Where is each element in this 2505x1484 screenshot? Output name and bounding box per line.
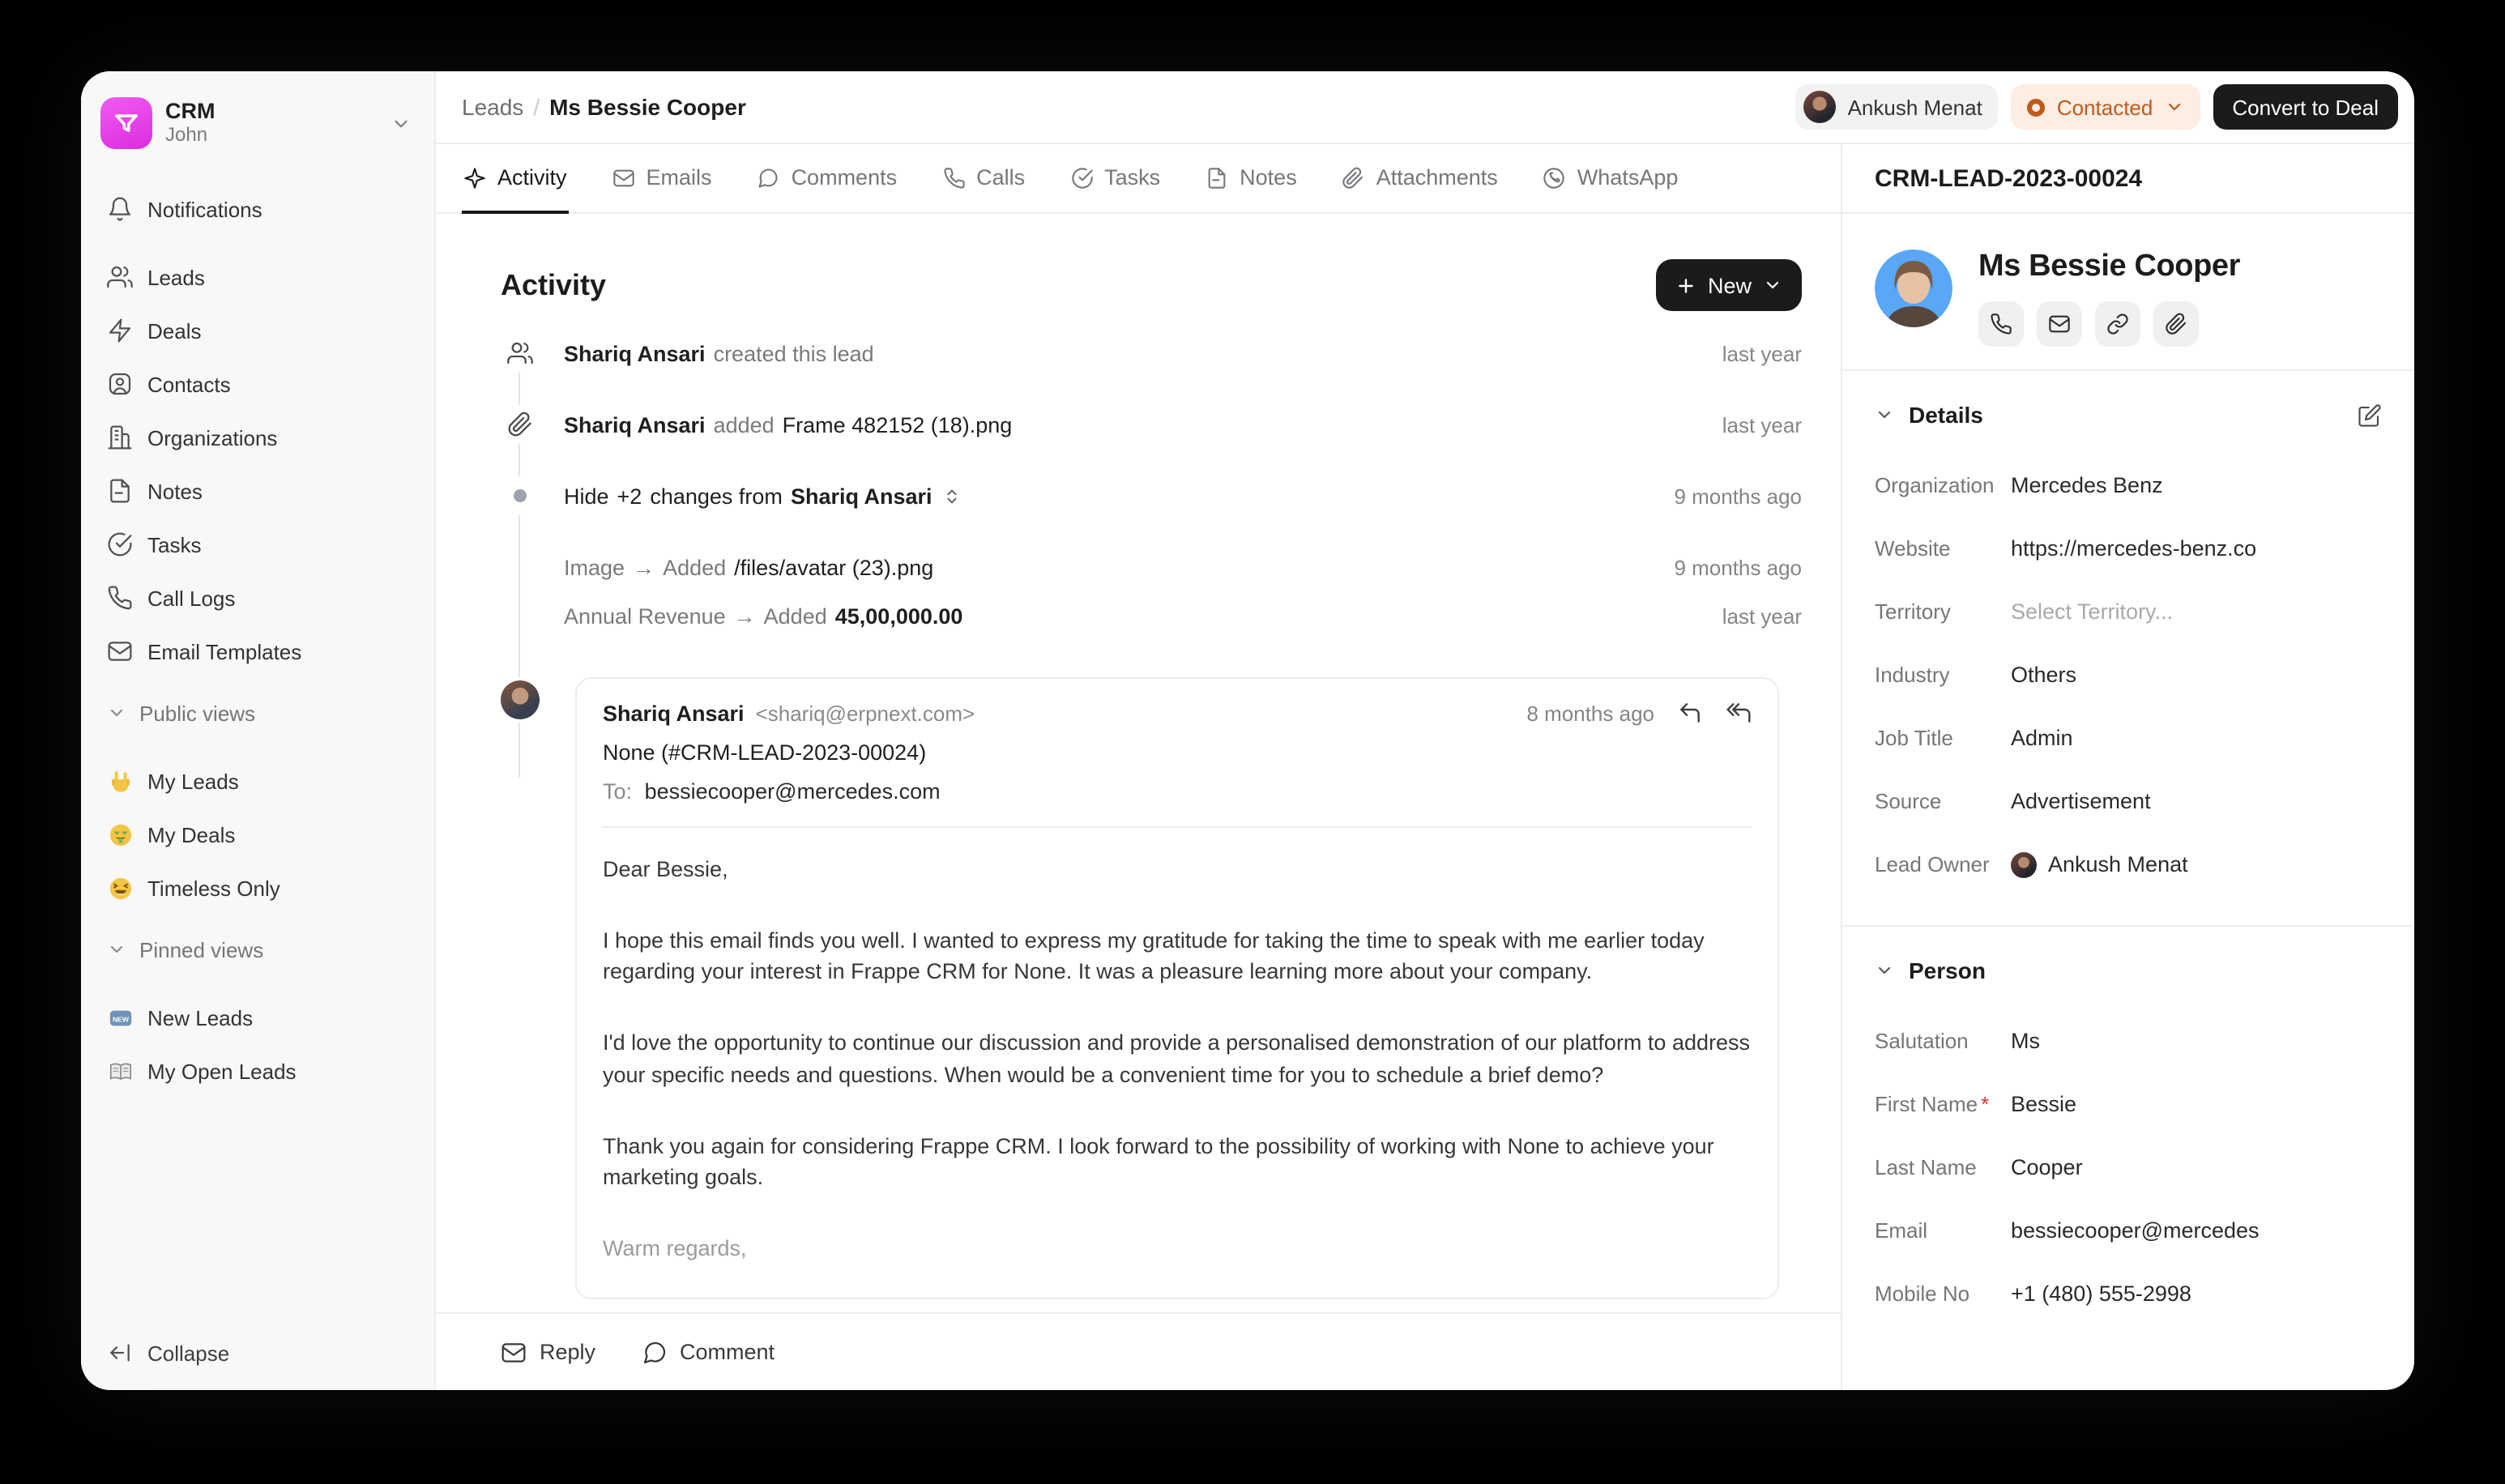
crm-logo-icon [100,97,152,149]
sidebar-item-contacts[interactable] [94,360,421,408]
section-public-views[interactable] [94,692,421,734]
sidebar-item-label: Deals [147,318,202,343]
timeline-change-annual-revenue [501,596,1802,635]
crm-app-window [81,71,2414,1390]
lead-avatar[interactable] [1875,249,1952,327]
field-row-mobile [1875,1262,2382,1325]
sidebar-item-leads[interactable] [94,253,421,301]
comment-label: Comment [680,1340,775,1364]
change-text [564,555,933,579]
reply-all-icon[interactable] [1726,700,1752,726]
field-label: Territory [1875,599,1951,624]
tab-label: Comments [791,165,898,190]
sidebar-spacer [94,1095,421,1328]
email-paragraph: Dear Bessie, [603,857,728,881]
field-row-first-name [1875,1072,2382,1136]
to-address: bessiecooper@mercedes.com [644,779,941,804]
field-value[interactable]: Select Territory... [2011,599,2174,624]
person-section [1842,927,2414,1354]
field-row-source [1875,770,2382,833]
section-pinned-views[interactable] [94,928,421,970]
breadcrumb-leads[interactable]: Leads [462,94,524,120]
person-header[interactable] [1875,951,2382,990]
event-text [564,341,874,365]
change-action: Added [763,603,827,628]
arrow-icon: → [733,603,756,628]
sidebar-item-label: My Deals [147,822,236,846]
field-row-last-name [1875,1136,2382,1199]
top-actions [1796,84,2398,130]
event-actor: Shariq Ansari [564,412,706,437]
required-asterisk: * [1981,1092,1990,1116]
status-label: Contacted [2056,95,2153,119]
sidebar-item-deals[interactable] [94,306,421,355]
note-icon [1206,166,1228,189]
tab-whatsapp[interactable] [1542,144,1680,214]
breadcrumb-separator: / [533,94,540,120]
main-area [436,144,1841,1390]
details-section [1842,371,2414,927]
check-circle-icon [107,531,133,557]
reply-label: Reply [540,1340,596,1364]
sidebar-item-label: Email Templates [147,639,302,663]
svg-text:NEW: NEW [111,1014,129,1023]
email-paragraph: I hope this email finds you well. I wanted to express my gratitude for taking the time to speak with me earlier today regarding your interest in Frappe CRM for None. It was a pleasure learning more about your company. [603,927,1705,984]
event-time: 9 months ago [1674,484,1802,508]
sidebar-item-label: New Leads [147,1005,254,1030]
sidebar-item-my-deals[interactable] [94,810,421,859]
sidebar [81,71,436,1390]
avatar [1804,91,1837,123]
person-fields [1875,1009,2382,1325]
event-actor: Shariq Ansari [564,341,706,365]
tab-label: Calls [976,165,1026,190]
email-paragraph: I'd love the opportunity to continue our discussion and provide a personalised demonstration of our platform to address your specific needs and questions. When would be a convenient time for you to schedule a brief demo? [603,1030,1750,1087]
chevron-down-icon [2164,97,2183,117]
comment-bubble-icon [757,166,780,189]
field-row-lead-owner [1875,833,2382,896]
field-row-territory [1875,580,2382,643]
email-subject: None (#CRM-LEAD-2023-00024) [603,740,927,765]
activity-header [501,259,1802,311]
tab-tasks[interactable] [1069,144,1162,214]
field-row-website [1875,517,2382,580]
mail-icon [107,638,133,664]
field-label: First Name * [1875,1092,1990,1116]
details-fields [1875,454,2382,896]
change-time: last year [1722,603,1802,628]
contact-card-icon [107,371,133,397]
tab-label: Tasks [1104,165,1161,190]
field-row-industry [1875,643,2382,706]
chevron-down-icon [1763,275,1782,295]
field-name: Annual Revenue [564,603,726,628]
sidebar-nav-top [94,185,421,233]
email-paragraph: Warm regards, [603,1235,747,1260]
timeline-change-image [501,548,1802,586]
laughing-face-emoji [107,875,133,901]
field-row-organization [1875,454,2382,517]
field-value[interactable] [2011,851,2382,877]
field-value[interactable]: Advertisement [2011,789,2151,813]
email-address: <shariq@erpnext.com> [755,701,975,725]
sidebar-item-new-leads[interactable] [94,993,421,1042]
sidebar-item-label: My Leads [147,769,239,793]
collapse-sidebar-button[interactable] [94,1328,421,1384]
sidebar-item-label: Tasks [147,532,202,556]
lead-status-dropdown[interactable] [2012,84,2200,130]
person-title: Person [1909,957,1986,983]
tab-activity[interactable] [462,144,569,214]
timeline [501,334,1802,1298]
assignee-name: Ankush Menat [1847,95,1982,119]
event-time: last year [1722,341,1802,365]
change-time: 9 months ago [1674,555,1802,579]
field-value[interactable]: Others [2011,663,2077,687]
email-header-actions [1526,700,1752,726]
composer-bar [436,1312,1841,1390]
sidebar-item-label: Notes [147,479,203,503]
tab-label: Attachments [1376,165,1498,190]
tab-label: Emails [646,165,712,190]
lead-id: CRM-LEAD-2023-00024 [1842,144,2414,214]
chevron-down-icon [107,940,126,959]
field-value[interactable]: https://mercedes-benz.co [2011,536,2257,561]
email-divider [603,826,1752,828]
building-icon [107,424,133,450]
email-row [501,677,1802,1298]
field-value[interactable]: +1 (480) 555-2998 [2011,1281,2191,1306]
breadcrumb-current: Ms Bessie Cooper [549,94,746,120]
event-text [564,412,1012,437]
tab-comments[interactable] [756,144,899,214]
new-activity-button[interactable] [1656,259,1802,311]
dot-icon [501,476,540,515]
sidebar-item-label: My Open Leads [147,1059,297,1083]
timeline-event-changes [501,476,1802,515]
event-actor: Shariq Ansari [790,484,932,508]
field-row-job-title [1875,706,2382,770]
mail-icon [501,1339,527,1365]
money-face-emoji [107,821,133,847]
field-row-salutation [1875,1009,2382,1072]
people-icon [501,334,540,373]
field-label: Mobile No [1875,1281,1970,1306]
plus-icon [1675,275,1696,296]
chevron-down-icon [107,703,126,723]
open-book-emoji [107,1058,133,1084]
field-value[interactable]: Cooper [2011,1155,2083,1179]
content-column [436,71,2414,1390]
field-label: Organization [1875,473,1995,497]
sidebar-item-label: Leads [147,265,205,289]
to-label: To: [603,779,633,804]
field-value[interactable]: bessiecooper@mercedes [2011,1218,2260,1243]
check-circle-icon [1070,166,1093,189]
details-title: Details [1909,402,1983,428]
comment-button[interactable] [641,1339,775,1365]
sidebar-item-label: Organizations [147,425,278,450]
breadcrumb [462,94,746,120]
link-button[interactable] [2095,301,2140,347]
tab-label: Activity [497,165,567,190]
sidebar-item-my-open-leads[interactable] [94,1047,421,1095]
email-card[interactable] [575,677,1779,1298]
sidebar-item-email-templates[interactable] [94,627,421,676]
sort-updown-icon [944,487,962,505]
tab-label: WhatsApp [1577,165,1679,190]
chevron-down-icon [1875,961,1894,980]
lead-detail-panel [1841,144,2414,1390]
tab-emails[interactable] [611,144,714,214]
chevron-down-icon [1875,405,1894,424]
field-value[interactable]: Admin [2011,726,2073,750]
email-body [603,854,1752,1264]
sidebar-item-timeless-only[interactable] [94,864,421,912]
people-icon [107,264,133,290]
convert-to-deal-button[interactable] [2213,84,2398,130]
lead-summary [1842,214,2414,371]
sidebar-item-label: Timeless Only [147,876,280,900]
sidebar-item-organizations[interactable] [94,413,421,462]
email-sender: Shariq Ansari [603,701,745,725]
sidebar-item-notes[interactable] [94,467,421,515]
email-paragraph: Thank you again for considering Frappe CRM. I look forward to the possibility of working with None to achieve your marketing goals. [603,1133,1714,1190]
sidebar-item-my-leads[interactable] [94,757,421,805]
app-meta [165,100,378,147]
field-label: Industry [1875,663,1950,687]
arrow-icon: → [633,555,655,579]
sidebar-item-notifications[interactable] [94,185,421,233]
field-label: Website [1875,536,1951,561]
section-title: Public views [139,701,256,725]
top-bar [436,71,2414,144]
phone-icon [107,585,133,611]
collapse-label: Collapse [147,1341,230,1365]
reply-icon[interactable] [1677,700,1703,726]
field-name: Image [564,555,625,579]
lead-main [1978,249,2240,347]
lead-owner-name: Ankush Menat [2048,852,2188,876]
sender-avatar [501,677,540,723]
change-value: 45,00,000.00 [834,603,963,628]
sidebar-item-label: Contacts [147,372,231,396]
field-label: Email [1875,1218,1928,1243]
sidebar-item-tasks[interactable] [94,520,421,569]
bell-icon [107,196,133,222]
details-header[interactable] [1875,395,2382,434]
change-value: /files/avatar (23).png [734,555,934,579]
timeline-event-attachment [501,405,1802,444]
assignee-pill[interactable] [1796,84,1999,130]
event-time: last year [1722,412,1802,437]
tab-bar [436,144,1841,214]
field-value[interactable]: Bessie [2011,1092,2077,1116]
sparkle-icon [463,166,486,189]
work-row [436,144,2414,1390]
field-label: Source [1875,789,1942,813]
change-action: Added [663,555,727,579]
change-count: +2 [617,484,642,508]
sidebar-item-label: Notifications [147,197,262,221]
reply-button[interactable] [501,1339,595,1365]
change-text [564,603,962,628]
email-header [603,700,1752,726]
tab-calls[interactable] [941,144,1026,214]
changes-from-label: changes from [650,484,783,508]
zap-icon [107,318,133,343]
field-label: Lead Owner [1875,852,1990,876]
sidebar-item-label: Call Logs [147,586,236,610]
activity-feed [436,214,1841,1312]
status-ring-icon [2028,98,2046,116]
email-button[interactable] [2037,301,2082,347]
public-views-list [94,757,421,912]
attach-button[interactable] [2153,301,2199,347]
event-object[interactable]: Frame 482152 (18).png [782,412,1013,437]
paperclip-icon [1342,166,1365,189]
field-label: Job Title [1875,726,1953,750]
comment-bubble-icon [641,1339,667,1365]
tab-label: Notes [1240,165,1297,190]
field-value[interactable]: Ms [2011,1029,2040,1053]
edit-icon[interactable] [2358,403,2382,427]
tab-notes[interactable] [1204,144,1299,214]
section-title: Pinned views [139,937,264,962]
new-badge-emoji [107,1004,133,1030]
timeline-event-created [501,334,1802,373]
email-to-row [603,779,1752,804]
event-action: created this lead [713,341,874,365]
app-user: John [165,122,208,146]
chevron-down-icon [390,113,412,134]
tab-attachments[interactable] [1341,144,1500,214]
call-button[interactable] [1978,301,2024,347]
event-text[interactable] [564,484,962,508]
event-action: added [713,412,775,437]
app-title: CRM [165,99,216,124]
app-switcher[interactable] [94,84,421,162]
avatar [2011,851,2037,877]
field-label: Salutation [1875,1029,1969,1053]
paperclip-icon [501,405,540,444]
convert-label: Convert to Deal [2232,95,2379,119]
field-label: Last Name [1875,1155,1977,1179]
hide-label: Hide [564,484,609,508]
mail-icon [612,166,635,189]
email-time: 8 months ago [1526,701,1654,725]
lead-quick-actions [1978,301,2240,347]
note-icon [107,478,133,504]
lead-name: Ms Bessie Cooper [1978,249,2241,284]
phone-icon [942,166,965,189]
whatsapp-icon [1543,166,1566,189]
field-value[interactable]: Mercedes Benz [2011,473,2163,497]
rock-hand-emoji [107,768,133,794]
field-row-email [1875,1199,2382,1262]
sidebar-nav-main [94,253,421,676]
sidebar-item-call-logs[interactable] [94,574,421,622]
activity-title: Activity [501,268,607,301]
pinned-views-list [94,993,421,1095]
collapse-icon [107,1340,133,1366]
new-button-label: New [1707,273,1752,297]
